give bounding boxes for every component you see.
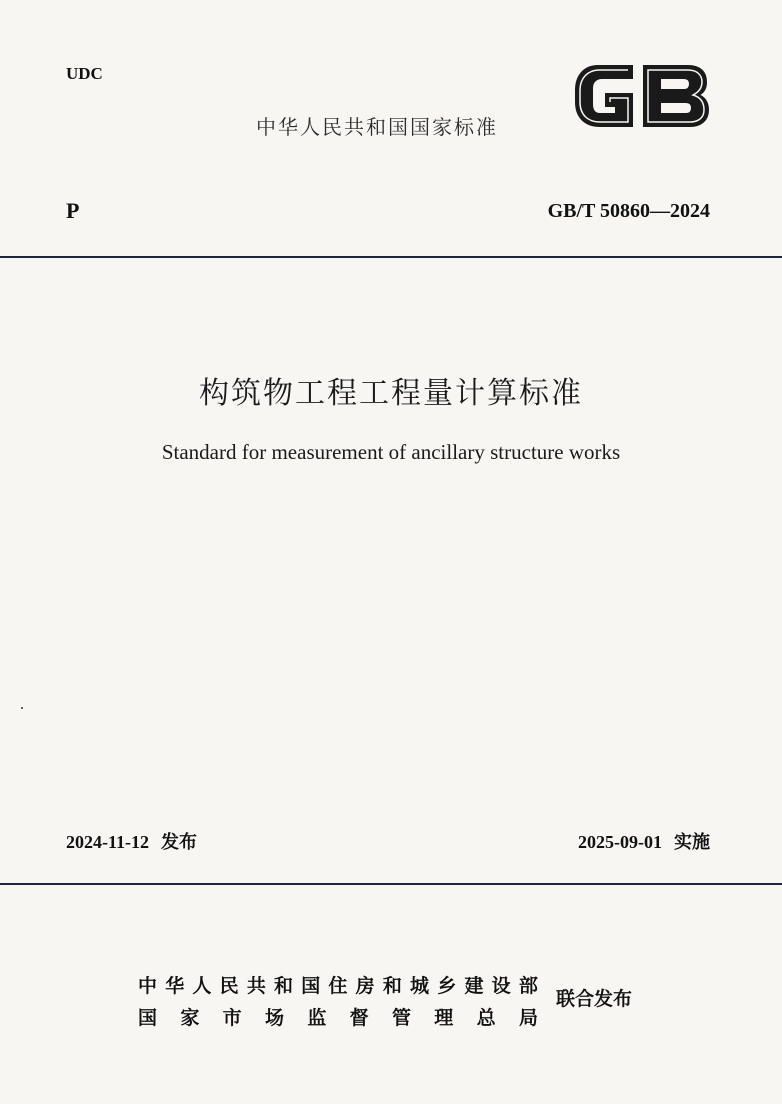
issuer-char: 建 xyxy=(464,974,484,997)
title-chinese: 构筑物工程工程量计算标准 xyxy=(199,376,583,411)
country-standard-label: 中华人民共和国国家标准 xyxy=(256,115,498,139)
issuer-block xyxy=(138,968,538,1032)
issue-date-block xyxy=(66,828,197,854)
issuer-char: 督 xyxy=(349,1006,369,1029)
issuer-char: 管 xyxy=(391,1006,411,1029)
udc-label: UDC xyxy=(66,64,103,83)
issuer-char: 人 xyxy=(192,974,212,997)
joint-issue-label: 联合发布 xyxy=(556,988,633,1010)
implement-date-block xyxy=(578,828,710,854)
issuer-char: 国 xyxy=(138,1006,158,1029)
issuer-char: 和 xyxy=(382,974,402,997)
issue-date: 2024-11-12 xyxy=(66,832,149,852)
issue-label: 发布 xyxy=(161,832,197,853)
implement-date: 2025-09-01 xyxy=(578,832,662,852)
bottom-divider xyxy=(0,883,782,885)
issuer-char: 乡 xyxy=(437,974,457,997)
issuer-char: 华 xyxy=(165,974,185,997)
issuer-char: 局 xyxy=(518,1006,538,1029)
title-english: Standard for measurement of ancillary structure works xyxy=(161,440,621,464)
issuer-char: 房 xyxy=(355,974,375,997)
issuer-char: 中 xyxy=(138,974,158,997)
issuer-char: 共 xyxy=(246,974,266,997)
issuer-char: 城 xyxy=(410,974,430,997)
issuer-char: 和 xyxy=(274,974,294,997)
implement-label: 实施 xyxy=(674,832,710,853)
issuer-char: 监 xyxy=(307,1006,327,1029)
issuer-char: 场 xyxy=(264,1006,284,1029)
issuer-line-mohurd xyxy=(138,968,538,1000)
issuer-char: 理 xyxy=(434,1006,454,1029)
issuer-char: 家 xyxy=(180,1006,200,1029)
gb-logo xyxy=(572,60,712,132)
issuer-char: 总 xyxy=(476,1006,496,1029)
top-divider xyxy=(0,256,782,258)
speck xyxy=(21,707,23,709)
issuer-char: 设 xyxy=(491,974,511,997)
issuer-char: 民 xyxy=(219,974,239,997)
issuer-char: 市 xyxy=(222,1006,242,1029)
classification-code: P xyxy=(66,198,80,223)
issuer-char: 部 xyxy=(518,974,538,997)
gb-logo-text: GB xyxy=(572,60,574,61)
issuer-line-samr xyxy=(138,1000,538,1032)
issuer-char: 住 xyxy=(328,974,348,997)
standard-number: GB/T 50860—2024 xyxy=(547,200,710,222)
issuer-char: 国 xyxy=(301,974,321,997)
